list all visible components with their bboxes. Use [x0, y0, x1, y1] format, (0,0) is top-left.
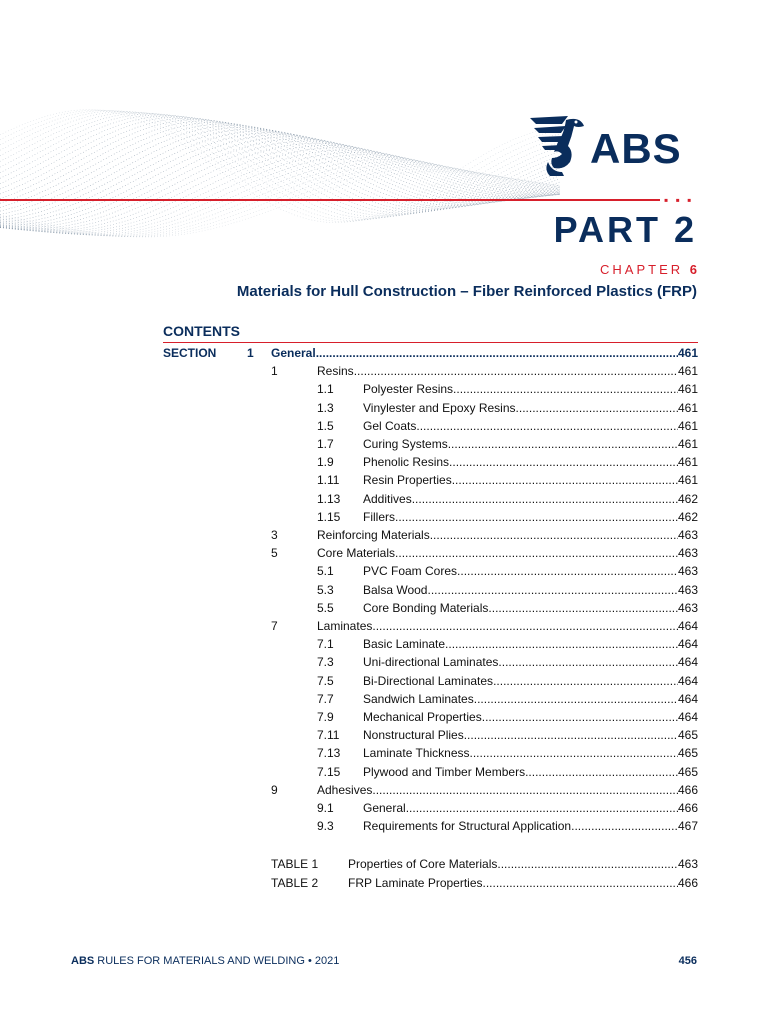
toc-entry-title: Reinforcing Materials — [317, 528, 430, 542]
toc-entry-title: Curing Systems — [363, 437, 448, 451]
wave-line — [0, 117, 560, 211]
contents-heading: CONTENTS — [163, 323, 240, 339]
toc-item-number: 1.7 — [317, 437, 334, 451]
toc-dot-leader — [497, 855, 678, 873]
chapter-label: CHAPTER 6 — [600, 262, 697, 277]
toc-dot-leader — [372, 617, 678, 635]
toc-item-number: 9.1 — [317, 801, 334, 815]
toc-entry — [363, 581, 698, 599]
toc-row[interactable] — [0, 581, 768, 599]
toc-page-number: 464 — [677, 710, 698, 724]
toc-item-number: 1.11 — [317, 473, 340, 488]
toc-item-number: 9.3 — [317, 819, 334, 834]
toc-row[interactable] — [0, 490, 768, 508]
toc-entry-title: Vinylester and Epoxy Resins — [363, 400, 516, 415]
toc-row[interactable] — [0, 526, 768, 544]
footer: ABS RULES FOR MATERIALS AND WELDING • 2021 — [71, 955, 340, 967]
toc-entry-title: Polyester Resins — [363, 382, 454, 397]
toc-entry-title: Basic Laminate — [363, 637, 446, 652]
wave-line — [0, 167, 560, 237]
toc-entry-title: Phenolic Resins — [363, 455, 450, 470]
toc-entry-title: Bi-Directional Laminates — [363, 673, 494, 688]
toc-dot-leader — [406, 799, 678, 817]
wave-line — [0, 157, 560, 235]
toc-row[interactable] — [0, 726, 768, 744]
toc-row[interactable] — [0, 362, 768, 380]
toc-page-number: 461 — [677, 418, 698, 433]
toc-page-number: 464 — [677, 655, 698, 670]
wave-line — [0, 126, 560, 215]
header-red-dots: ▪ ▪ ▪ — [664, 193, 694, 207]
wave-line — [0, 118, 560, 209]
toc-entry-title: Properties of Core Materials — [348, 857, 498, 872]
wave-line — [0, 121, 560, 207]
toc-row[interactable] — [0, 617, 768, 635]
toc-row[interactable] — [0, 417, 768, 435]
toc-dot-leader — [483, 874, 678, 892]
toc-dot-leader — [453, 380, 678, 398]
toc-row[interactable] — [0, 781, 768, 799]
toc-dot-leader — [482, 708, 678, 726]
toc-entry-title: PVC Foam Cores — [363, 564, 458, 579]
abs-logo — [528, 112, 696, 178]
toc-page-number: 463 — [677, 857, 698, 872]
toc-item-number: 7.3 — [317, 655, 334, 670]
toc-row[interactable] — [0, 599, 768, 617]
toc-entry — [317, 526, 698, 544]
decorative-wave-pattern — [0, 100, 560, 280]
toc-entry — [363, 453, 698, 471]
toc-entry — [363, 653, 698, 671]
toc-page-number: 463 — [677, 600, 698, 615]
toc-page-number: 464 — [677, 673, 698, 688]
toc-row[interactable] — [0, 380, 768, 398]
toc-entry — [363, 435, 698, 453]
wave-line — [0, 141, 560, 229]
toc-dot-leader — [416, 417, 678, 435]
toc-page-number: 463 — [677, 564, 698, 579]
toc-entry — [363, 672, 698, 690]
toc-item-number: 7.9 — [317, 710, 334, 724]
toc-row[interactable] — [0, 562, 768, 580]
toc-entry-title: Fillers — [363, 509, 395, 524]
toc-page-number: 461 — [677, 437, 698, 451]
toc-row[interactable] — [0, 453, 768, 471]
toc-page-number: 466 — [677, 801, 698, 815]
toc-dot-leader — [316, 344, 678, 362]
contents-rule — [163, 342, 698, 343]
toc-dot-leader — [525, 763, 678, 781]
toc-page-number: 464 — [677, 637, 698, 652]
footer-year: 2021 — [314, 955, 340, 967]
toc-entry — [317, 781, 698, 799]
toc-entry — [363, 508, 698, 526]
toc-page-number: 461 — [677, 346, 698, 360]
toc-item-number: 1.5 — [317, 418, 334, 433]
toc-item-number: 7.7 — [317, 691, 334, 706]
toc-dot-leader — [470, 744, 678, 762]
toc-dot-leader — [449, 453, 678, 471]
toc-entry-title: Adhesives — [317, 782, 373, 797]
toc-item-number: 1.3 — [317, 400, 334, 415]
toc-row[interactable] — [0, 635, 768, 653]
toc-dot-leader — [452, 471, 678, 489]
toc-entry — [363, 562, 698, 580]
chapter-number: 6 — [689, 262, 697, 277]
toc-item-number: 7.15 — [317, 764, 341, 779]
toc-dot-leader — [457, 562, 678, 580]
chapter-subtitle: Materials for Hull Construction – Fiber Reinforced Plastics (FRP) — [236, 283, 697, 300]
toc-dot-leader — [395, 544, 678, 562]
wave-line — [0, 148, 560, 232]
toc-page-number: 467 — [677, 819, 698, 834]
toc-entry-title: Resin Properties — [363, 473, 452, 488]
toc-entry — [363, 417, 698, 435]
toc-entry-title: General — [363, 801, 406, 815]
toc-page-number: 461 — [677, 400, 698, 415]
wave-line — [0, 169, 560, 237]
toc-dot-leader — [427, 581, 677, 599]
toc-item-number: 1.1 — [317, 382, 334, 397]
toc-entry-title: General — [271, 346, 316, 360]
toc-dot-leader — [493, 672, 678, 690]
wave-line — [0, 152, 560, 233]
toc-page-number: 464 — [677, 619, 698, 633]
toc-row[interactable] — [0, 744, 768, 762]
footer-title: RULES FOR MATERIALS AND WELDING — [97, 955, 305, 967]
wave-line — [0, 122, 560, 207]
toc-row[interactable] — [0, 690, 768, 708]
toc-item-number: 1.9 — [317, 455, 334, 470]
toc-entry-title: Nonstructural Plies — [363, 728, 464, 743]
toc-page-number: 465 — [677, 764, 698, 779]
toc-dot-leader — [372, 781, 678, 799]
toc-row[interactable] — [0, 817, 768, 835]
toc-item-number: 5.1 — [317, 564, 334, 579]
toc-row[interactable] — [0, 708, 768, 726]
toc-entry-title: Gel Coats — [363, 418, 417, 433]
toc-row[interactable] — [0, 763, 768, 781]
toc-entry-title: Laminates — [317, 619, 373, 633]
wave-line — [0, 133, 560, 224]
toc-dot-leader — [395, 508, 678, 526]
toc-entry — [317, 617, 698, 635]
toc-entry — [363, 799, 698, 817]
toc-row[interactable] — [0, 399, 768, 417]
toc-entry — [363, 599, 698, 617]
toc-dot-leader — [445, 635, 678, 653]
toc-dot-leader — [430, 526, 678, 544]
toc-table-number: TABLE 2 — [271, 875, 319, 890]
wave-line — [0, 110, 560, 223]
toc-row[interactable] — [0, 471, 768, 489]
toc-entry — [348, 855, 698, 873]
toc-entry-title: Uni-directional Laminates — [363, 655, 499, 670]
toc-entry — [317, 544, 698, 562]
toc-entry — [363, 380, 698, 398]
wave-line — [0, 112, 560, 217]
toc-item-number: 7.5 — [317, 673, 334, 688]
toc-page-number: 463 — [677, 528, 698, 542]
toc-item-number: 1.13 — [317, 491, 341, 506]
toc-entry-title: Resins — [317, 364, 354, 379]
toc-entry-title: Additives — [363, 491, 412, 506]
toc-page-number: 463 — [677, 546, 698, 561]
toc-entry — [363, 726, 698, 744]
wave-line — [0, 120, 560, 209]
toc-table-row[interactable] — [0, 874, 768, 892]
toc-item-number: 7 — [271, 619, 278, 633]
toc-entry-title: Laminate Thickness — [363, 746, 470, 761]
toc-item-number: 7.11 — [317, 728, 340, 743]
toc-entry — [363, 471, 698, 489]
toc-page-number: 465 — [677, 746, 698, 761]
wave-line — [0, 143, 560, 230]
wave-line — [0, 150, 560, 233]
toc-item-number: 7.13 — [317, 746, 341, 761]
toc-entry — [363, 690, 698, 708]
wave-line — [0, 135, 560, 226]
toc-dot-leader — [412, 490, 678, 508]
toc-entry — [363, 817, 698, 835]
toc-row[interactable] — [0, 799, 768, 817]
toc-table-row[interactable] — [0, 855, 768, 873]
toc-page-number: 461 — [677, 473, 698, 488]
wave-line — [0, 116, 560, 212]
toc-item-number: 9 — [271, 782, 278, 797]
eagle-icon — [528, 112, 588, 178]
toc-item-number: 1.15 — [317, 509, 341, 524]
header-red-rule — [0, 199, 660, 201]
toc-row[interactable] — [0, 508, 768, 526]
toc-item-number: 1 — [271, 364, 278, 379]
toc-dot-leader — [498, 653, 678, 671]
toc-entry-title: Balsa Wood — [363, 582, 428, 597]
toc-dot-leader — [354, 362, 678, 380]
toc-item-number: 5 — [271, 546, 278, 561]
toc-item-number: 5.5 — [317, 600, 334, 615]
toc-item-number: 7.1 — [317, 637, 334, 652]
toc-page-number: 466 — [677, 782, 698, 797]
toc-entry — [363, 708, 698, 726]
toc-dot-leader — [474, 690, 678, 708]
toc-dot-leader — [464, 726, 678, 744]
toc-page-number: 462 — [677, 509, 698, 524]
toc-table-number: TABLE 1 — [271, 857, 319, 872]
toc-page-number: 462 — [677, 491, 698, 506]
toc-page-number: 461 — [677, 364, 698, 379]
toc-dot-leader — [448, 435, 678, 453]
toc-page-number: 466 — [677, 875, 698, 890]
toc-entry-title: Mechanical Properties — [363, 710, 482, 724]
part-title: PART 2 — [553, 209, 697, 250]
toc-entry-title: Plywood and Timber Members — [363, 764, 526, 779]
toc-entry — [363, 399, 698, 417]
page-number: 456 — [678, 955, 697, 967]
toc-item-number: 5.3 — [317, 582, 334, 597]
toc-dot-leader — [571, 817, 678, 835]
toc-entry-title: Sandwich Laminates — [363, 691, 474, 706]
toc-entry — [363, 744, 698, 762]
wave-line — [0, 110, 560, 222]
toc-page-number: 461 — [677, 455, 698, 470]
toc-section-number: 1 — [247, 346, 254, 360]
toc-page-number: 465 — [677, 728, 698, 743]
toc-entry-title: Requirements for Structural Application — [363, 819, 572, 834]
toc-row[interactable] — [0, 672, 768, 690]
toc-row[interactable] — [0, 544, 768, 562]
toc-row[interactable] — [0, 653, 768, 671]
toc-section-row[interactable] — [0, 344, 768, 362]
toc-dot-leader — [488, 599, 678, 617]
footer-brand: ABS — [71, 955, 95, 967]
wave-line — [0, 112, 560, 219]
toc-section-label: SECTION — [163, 346, 217, 360]
toc-page-number: 464 — [677, 691, 698, 706]
toc-entry-title: Core Materials — [317, 546, 396, 561]
toc-item-number: 3 — [271, 528, 278, 542]
toc-entry — [348, 874, 698, 892]
toc-entry-title: FRP Laminate Properties — [348, 875, 483, 890]
toc-dot-leader — [516, 399, 678, 417]
toc-entry — [363, 763, 698, 781]
logo-wordmark: ABS — [590, 125, 682, 172]
toc-entry — [271, 344, 698, 362]
toc-entry — [363, 490, 698, 508]
toc-entry — [363, 635, 698, 653]
toc-entry-title: Core Bonding Materials — [363, 600, 489, 615]
toc-page-number: 461 — [677, 382, 698, 397]
toc-entry — [317, 362, 698, 380]
toc-row[interactable] — [0, 435, 768, 453]
toc-page-number: 463 — [677, 582, 698, 597]
